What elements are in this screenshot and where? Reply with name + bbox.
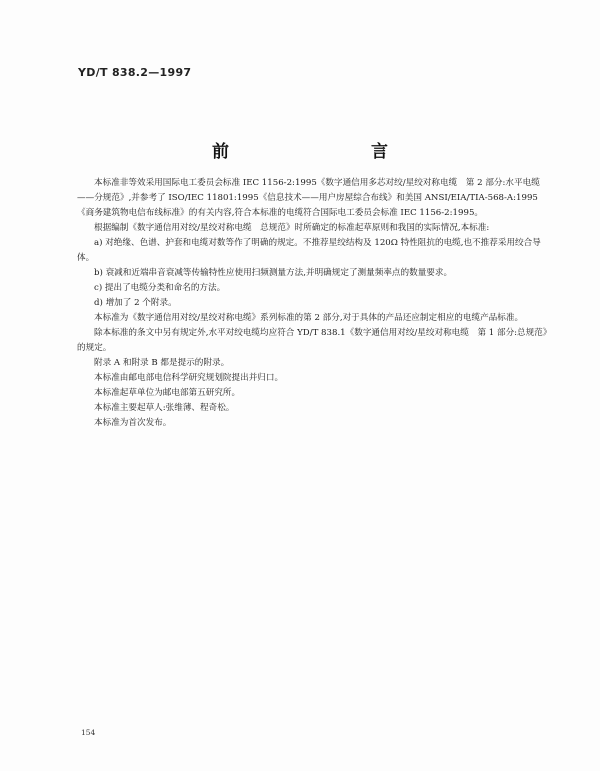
paragraph-item-a: a) 对绝缘、色谱、护套和电缆对数等作了明确的规定。不推荐星绞结构及 120Ω 特性阻抗的电缆,也不推荐采用绞合导体。 bbox=[77, 238, 541, 263]
standard-code: YD/T 838.2—1997 bbox=[78, 66, 192, 79]
paragraph-conformance: 除本标准的条文中另有规定外,水平对绞电缆均应符合 YD/T 838.1《数字通信用对绞/星绞对称电缆 第 1 部分:总规范》的规定。 bbox=[77, 328, 552, 353]
paragraph-drafting-basis: 根据编制《数字通信用对绞/星绞对称电缆 总规范》时所确定的标准起草原则和我国的实际情况,本标准: bbox=[94, 223, 490, 233]
page-number: 154 bbox=[81, 728, 96, 737]
paragraph-item-d: d) 增加了 2 个附录。 bbox=[94, 298, 177, 308]
paragraph-drafting-unit: 本标准起草单位为邮电部第五研究所。 bbox=[94, 388, 241, 398]
paragraph-drafters: 本标准主要起草人:张维薄、程奇松。 bbox=[94, 403, 235, 413]
paragraph-first-release: 本标准为首次发布。 bbox=[94, 418, 172, 428]
foreword-body bbox=[77, 176, 552, 431]
paragraph-item-c: c) 提出了电缆分类和命名的方法。 bbox=[94, 283, 226, 293]
paragraph-series: 本标准为《数字通信用对绞/星绞对称电缆》系列标准的第 2 部分,对于具体的产品还应制定相应的电缆产品标准。 bbox=[94, 313, 524, 323]
paragraph-proposer: 本标准由邮电部电信科学研究规划院提出并归口。 bbox=[94, 373, 284, 383]
page-title: 前 言 bbox=[212, 142, 424, 162]
paragraph-appendices: 附录 A 和附录 B 都是提示的附录。 bbox=[94, 358, 230, 368]
paragraph-item-b: b) 衰减和近端串音衰减等传输特性应使用扫频测量方法,并明确规定了测量频率点的数量要求。 bbox=[94, 268, 453, 278]
paragraph-adoption: 本标准非等效采用国际电工委员会标准 IEC 1156-2:1995《数字通信用多芯对绞/星绞对称电缆 第 2 部分:水平电缆——分规范》,并参考了 ISO/IEC 11801:1995《信息技术——用户房屋综合布线》和美国 ANSI/EIA/TIA-568-A:1995《商务建筑物电信布线标准》的有关内容,符合本标准的电缆符合国际电工委员会标准 IEC 1156-2:1995。 bbox=[77, 178, 540, 218]
